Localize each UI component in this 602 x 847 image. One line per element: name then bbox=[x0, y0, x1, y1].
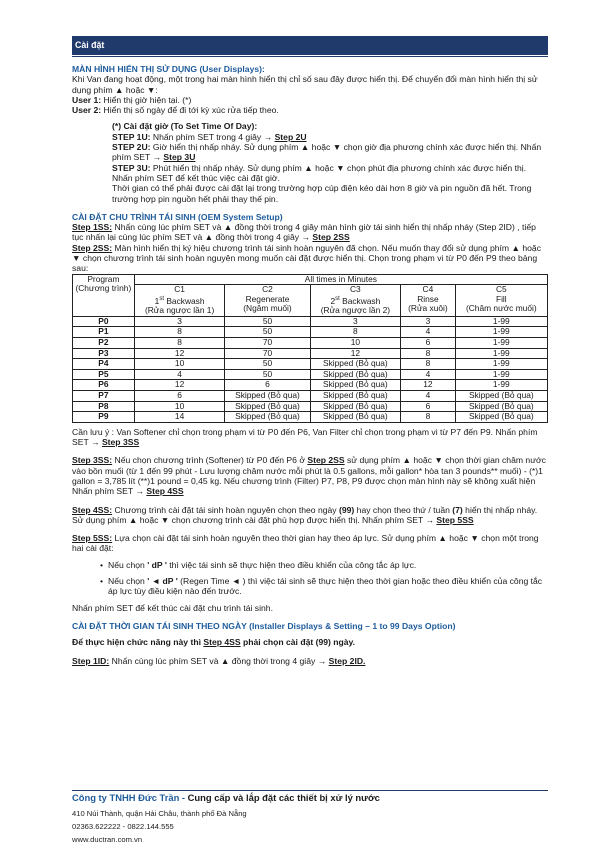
user1-text: Hiển thị giờ hiện tại. (*) bbox=[101, 94, 192, 105]
company-name: Công ty TNHH Đức Trần - bbox=[72, 792, 188, 803]
table-cell: 1-99 bbox=[455, 327, 547, 338]
user2-line bbox=[72, 105, 548, 115]
oem-step1: Step 1SS: Nhấn cùng lúc phím SET và ▲ đồng thời trong 4 giây màn hình giờ tái sinh hiển thị nhấp nháy (Step 2ID) , tiếp tục nhấn lại cùng lúc phím SET và ▲ đồng thời trong 4 giây → Step 2SS bbox=[72, 222, 536, 243]
company-tagline: Cung cấp và lắp đặt các thiết bị xử lý nước bbox=[187, 792, 380, 803]
table-row bbox=[73, 412, 548, 423]
table-cell: 8 bbox=[401, 412, 455, 423]
step5ss-end: Nhấn phím SET để kết thúc cài đặt chu trình tái sinh. bbox=[72, 602, 273, 613]
program-code-cell: P8 bbox=[73, 401, 135, 412]
installer-title: CÀI ĐẶT THỜI GIAN TÁI SINH THEO NGÀY (Installer Displays & Setting – 1 to 99 Days Option) bbox=[72, 620, 456, 631]
step-5ss-link: Step 5SS bbox=[436, 514, 474, 525]
table-cell: 50 bbox=[225, 359, 310, 370]
column-header-c3: C3 2st Backwash (Rửa ngược lần 2) bbox=[310, 285, 401, 317]
user2-text: Hiển thị số ngày để đi tới kỳ xúc rửa tiếp theo. bbox=[101, 105, 279, 116]
installer-step1: Step 1ID: Nhấn cùng lúc phím SET và ▲ đồng thời trong 4 giây → Step 2ID. bbox=[72, 655, 366, 666]
step-2id-link: Step 2ID. bbox=[328, 655, 366, 666]
section-header-bar bbox=[72, 36, 548, 55]
column-header-c4: C4 Rinse (Rửa xuôi) bbox=[401, 285, 455, 317]
program-code-cell: P6 bbox=[73, 380, 135, 391]
program-code-cell: P5 bbox=[73, 369, 135, 380]
table-cell: Skipped (Bỏ qua) bbox=[310, 401, 401, 412]
footer-phone: 02363.622222 - 0822.144.555 bbox=[72, 822, 174, 831]
table-cell: Skipped (Bỏ qua) bbox=[310, 390, 401, 401]
bullet-dot-icon: • bbox=[100, 576, 104, 587]
table-row bbox=[73, 390, 548, 401]
table-cell: 1-99 bbox=[455, 380, 547, 391]
table-row bbox=[73, 359, 548, 370]
column-header-c5: C5 Fill (Châm nước muối) bbox=[455, 285, 547, 317]
table-cell: 12 bbox=[310, 348, 401, 359]
page-content bbox=[72, 34, 548, 666]
program-code-cell: P0 bbox=[73, 316, 135, 327]
table-cell: 6 bbox=[401, 401, 455, 412]
table-cell: 1-99 bbox=[455, 369, 547, 380]
page-footer bbox=[72, 790, 548, 846]
column-header-c1: C1 1st Backwash (Rửa ngược lần 1) bbox=[134, 285, 225, 317]
table-cell: Skipped (Bỏ qua) bbox=[310, 412, 401, 423]
table-cell: Skipped (Bỏ qua) bbox=[225, 401, 310, 412]
table-header-row-1 bbox=[73, 274, 548, 285]
table-cell: 8 bbox=[134, 327, 225, 338]
bullet-regen-time: • Nếu chọn ' ◄ dP ' (Regen Time ◄ ) thì việc tái sinh sẽ thực hiện theo thời gian hoặc theo điều khiển của công tắc áp lực tùy điều kiện nào đến trước. bbox=[100, 576, 543, 597]
step-2u-link: Step 2U bbox=[274, 131, 307, 142]
table-cell: 8 bbox=[401, 348, 455, 359]
program-code-cell: P2 bbox=[73, 338, 135, 349]
time-note: Thời gian có thể phải được cài đặt lại trong trường hợp cúp điện kéo dài hơn 8 giờ và pin nguồn đã hết. Trong trường hợp pin nguồn hết phải thay thế pin. bbox=[112, 183, 532, 204]
program-code-cell: P3 bbox=[73, 348, 135, 359]
step-3u-link: Step 3U bbox=[163, 152, 196, 163]
table-cell: 70 bbox=[225, 338, 310, 349]
program-code-cell: P9 bbox=[73, 412, 135, 423]
table-cell: 70 bbox=[225, 348, 310, 359]
installer-line: Để thực hiện chức năng này thì Step 4SS phải chọn cài đặt (99) ngày. bbox=[72, 637, 356, 648]
bullet-dot-icon: • bbox=[100, 559, 104, 570]
table-cell: 14 bbox=[134, 412, 225, 423]
time-step1: STEP 1U: Nhấn phím SET trong 4 giây → Step 2U bbox=[112, 131, 307, 142]
footer-website: www.ductran.com.vn bbox=[72, 835, 143, 844]
footer-info bbox=[72, 807, 548, 846]
table-cell: 12 bbox=[134, 380, 225, 391]
footer-company bbox=[72, 792, 548, 803]
all-times-header: All times in Minutes bbox=[134, 274, 547, 285]
step3ss-paragraph: Step 3SS: Nếu chọn chương trình (Softener) từ P0 đến P6 ở Step 2SS sử dụng phím ▲ hoặc ▼ chọn thời gian châm nước vào bồn muối (từ 1 đến 99 phút - Lưu lượng châm nước mỗi phút là 0.5 gallons, mỗi gallon* hòa tan 3 pounds** muối) - (*)1 gallon = 3,785 lít (**)1 pound = 0,45 kg. Nếu chương trình (Filter) P7, P8, P9 được chọn màn hình này sẽ không xuất hiện Nhấn phím SET → Step 4SS bbox=[72, 455, 546, 497]
table-row bbox=[73, 316, 548, 327]
table-cell: Skipped (Bỏ qua) bbox=[225, 412, 310, 423]
table-cell: 8 bbox=[310, 327, 401, 338]
table-cell: 3 bbox=[134, 316, 225, 327]
program-header-cell: Program (Chương trình) bbox=[73, 274, 135, 316]
table-cell: 4 bbox=[134, 369, 225, 380]
table-cell: 1-99 bbox=[455, 359, 547, 370]
table-cell: 1-99 bbox=[455, 338, 547, 349]
column-header-c2: C2 Regenerate (Ngâm muối) bbox=[225, 285, 310, 317]
table-row bbox=[73, 369, 548, 380]
table-note: Cần lưu ý : Van Softener chỉ chọn trong phạm vi từ P0 đến P6, Van Filter chỉ chọn trong phạm vi từ P7 đến P9. Nhấn phím SET → Step 3SS bbox=[72, 426, 538, 448]
table-cell: 50 bbox=[225, 369, 310, 380]
table-cell: 12 bbox=[134, 348, 225, 359]
user1-line bbox=[72, 95, 548, 105]
table-cell: 8 bbox=[134, 338, 225, 349]
program-code-cell: P4 bbox=[73, 359, 135, 370]
table-row bbox=[73, 327, 548, 338]
table-cell: 6 bbox=[401, 338, 455, 349]
user-displays-title: MÀN HÌNH HIỂN THỊ SỬ DỤNG (User Displays): bbox=[72, 64, 265, 74]
table-cell: Skipped (Bỏ qua) bbox=[455, 412, 547, 423]
table-row bbox=[73, 380, 548, 391]
time-setting-title: (*) Cài đặt giờ (To Set Time Of Day): bbox=[112, 121, 258, 132]
table-cell: 10 bbox=[134, 401, 225, 412]
user-displays-intro: Khi Van đang hoạt động, một trong hai màn hình hiển thị chỉ số sau đây được hiển thị. Để chuyển đổi màn hình hiển thị sử dụng phím ▲ hoặc ▼: bbox=[72, 74, 538, 95]
table-cell: Skipped (Bỏ qua) bbox=[310, 369, 401, 380]
table-cell: 10 bbox=[310, 338, 401, 349]
time-step3: STEP 3U: Phút hiển thị nhấp nháy. Sử dụng phím ▲ hoặc ▼ chọn phút địa phương chính xác được hiển thị. Nhấn phím SET để kết thúc việc cài đặt giờ. bbox=[112, 162, 527, 183]
table-cell: 1-99 bbox=[455, 316, 547, 327]
table-cell: 10 bbox=[134, 359, 225, 370]
footer-address: 410 Núi Thành, quận Hải Châu, thành phố Đà Nẵng bbox=[72, 809, 247, 818]
table-cell: 12 bbox=[401, 380, 455, 391]
table-cell: 1-99 bbox=[455, 348, 547, 359]
step-4ss-link: Step 4SS bbox=[146, 486, 184, 497]
table-cell: Skipped (Bỏ qua) bbox=[310, 359, 401, 370]
step-2ss-link: Step 2SS bbox=[312, 232, 350, 243]
table-cell: 50 bbox=[225, 316, 310, 327]
step-3ss-link: Step 3SS bbox=[101, 437, 140, 448]
table-cell: 4 bbox=[401, 390, 455, 401]
time-step2: STEP 2U: Giờ hiển thị nhấp nháy. Sử dụng phím ▲ hoặc ▼ chọn giờ địa phương chính xác được hiển thị. Nhấn phím SET → Step 3U bbox=[112, 142, 542, 163]
bullet-dp: • Nếu chọn ' dP ' thì việc tái sinh sẽ thực hiện theo điều khiển của công tắc áp lực. bbox=[100, 559, 417, 570]
table-row bbox=[73, 338, 548, 349]
section-header-title: Cài đặt bbox=[75, 40, 105, 50]
table-cell: 4 bbox=[401, 327, 455, 338]
oem-step2: Step 2SS: Màn hình hiển thị ký hiệu chương trình tái sinh hoàn nguyên đã chọn. Nếu muốn thay đổi sử dụng phím ▲ hoặc ▼ chọn chương trình tái sinh hoàn nguyên mong muốn cài đặt được hiển thị. Chọn trong phạm vi từ P0 đến P9 theo bảng sau: bbox=[72, 242, 541, 274]
step5ss-paragraph: Step 5SS: Lựa chọn cài đặt tái sinh hoàn nguyên theo thời gian hay theo áp lực. Sử dụng phím ▲ hoặc ▼ chọn một trong hai cài đặt: bbox=[72, 533, 539, 554]
table-row bbox=[73, 348, 548, 359]
user1-label: User 1: bbox=[72, 94, 102, 105]
table-cell: 4 bbox=[401, 369, 455, 380]
table-cell: 50 bbox=[225, 327, 310, 338]
step4ss-paragraph: Step 4SS: Chương trình cài đặt tái sinh hoàn nguyên chọn theo ngày (99) hay chọn theo thứ / tuần (7) hiển thị nhấp nháy. Sử dụng phím ▲ hoặc ▼ chọn chương trình cài đặt phù hợp được hiển thị. Nhấn phím SET → Step 5SS bbox=[72, 504, 538, 525]
table-cell: 3 bbox=[401, 316, 455, 327]
table-row bbox=[73, 401, 548, 412]
table-cell: 8 bbox=[401, 359, 455, 370]
table-cell: Skipped (Bỏ qua) bbox=[225, 390, 310, 401]
table-body bbox=[73, 316, 548, 422]
table-cell: Skipped (Bỏ qua) bbox=[310, 380, 401, 391]
table-cell: 6 bbox=[134, 390, 225, 401]
table-header-row-2 bbox=[73, 285, 548, 317]
table-cell: Skipped (Bỏ qua) bbox=[455, 401, 547, 412]
user2-label: User 2: bbox=[72, 105, 102, 116]
table-cell: Skipped (Bỏ qua) bbox=[455, 390, 547, 401]
table-cell: 6 bbox=[225, 380, 310, 391]
table-cell: 3 bbox=[310, 316, 401, 327]
program-code-cell: P7 bbox=[73, 390, 135, 401]
program-code-cell: P1 bbox=[73, 327, 135, 338]
oem-title: CÀI ĐẶT CHU TRÌNH TÁI SINH (OEM System Setup) bbox=[72, 211, 283, 222]
program-table bbox=[72, 274, 548, 423]
time-setting-block bbox=[72, 121, 548, 203]
